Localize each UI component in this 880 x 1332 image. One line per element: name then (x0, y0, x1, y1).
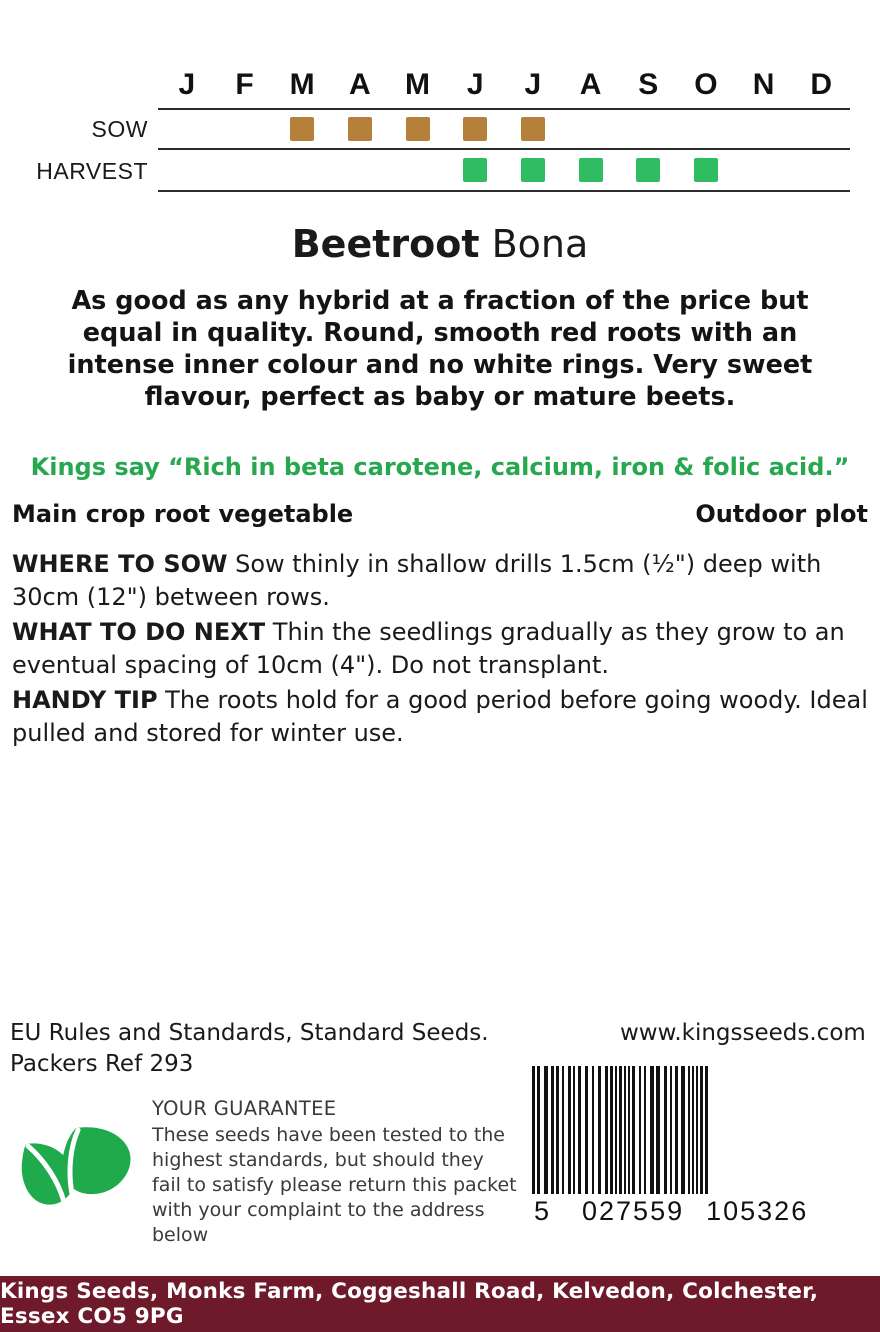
sow-marker (406, 117, 430, 141)
guarantee-body: These seeds have been tested to the highest standards, but should they fail to satisfy please return this packet with your complaint to the address below (152, 1124, 517, 1246)
calendar-harvest-month-10 (677, 150, 735, 190)
growing-location-label: Outdoor plot (695, 500, 868, 528)
calendar-row-harvest (30, 150, 850, 192)
eu-standards-line-1: EU Rules and Standards, Standard Seeds. (10, 1020, 489, 1046)
instruction-heading: WHAT TO DO NEXT (12, 618, 266, 646)
harvest-marker (694, 158, 718, 182)
calendar-sow-month-4 (331, 110, 389, 148)
empty-marker (348, 158, 372, 182)
instruction-body: Thin the seedlings gradually as they grow to an eventual spacing of 10cm (4"). Do not transplant. (12, 618, 845, 679)
calendar-sow-month-9 (619, 110, 677, 148)
instruction-what-to-do-next (12, 616, 868, 682)
calendar-sow-month-7 (504, 110, 562, 148)
page-title (0, 222, 880, 266)
empty-marker (579, 117, 603, 141)
calendar-row-label-harvest: HARVEST (36, 157, 148, 184)
calendar-sow-month-11 (735, 110, 793, 148)
empty-marker (290, 158, 314, 182)
empty-marker (175, 158, 199, 182)
calendar-month-6: J (466, 68, 484, 101)
sow-marker (463, 117, 487, 141)
harvest-marker (579, 158, 603, 182)
instruction-heading: HANDY TIP (12, 686, 158, 714)
calendar-month-2: F (235, 68, 254, 101)
sow-marker (521, 117, 545, 141)
instruction-handy-tip (12, 684, 868, 750)
empty-marker (752, 158, 776, 182)
website-link[interactable]: www.kingsseeds.com (620, 1020, 866, 1046)
calendar-harvest-month-11 (735, 150, 793, 190)
sowing-calendar (30, 62, 850, 192)
calendar-harvest-cells (158, 150, 850, 192)
calendar-harvest-month-3 (273, 150, 331, 190)
calendar-sow-month-3 (273, 110, 331, 148)
empty-marker (694, 117, 718, 141)
growing-instructions (12, 548, 868, 752)
empty-marker (233, 158, 257, 182)
calendar-harvest-month-1 (158, 150, 216, 190)
harvest-marker (636, 158, 660, 182)
calendar-month-9: S (638, 68, 659, 101)
calendar-row-label-sow: SOW (91, 115, 148, 142)
instruction-body: Sow thinly in shallow drills 1.5cm (½") deep with 30cm (12") between rows. (12, 550, 822, 611)
calendar-harvest-month-12 (792, 150, 850, 190)
calendar-harvest-month-8 (562, 150, 620, 190)
guarantee-title: YOUR GUARANTEE (152, 1097, 337, 1120)
guarantee-block (18, 1096, 518, 1248)
calendar-harvest-month-4 (331, 150, 389, 190)
calendar-month-8: A (579, 68, 602, 101)
variety-name: Bona (479, 222, 589, 266)
sow-marker (348, 117, 372, 141)
calendar-month-1: J (178, 68, 196, 101)
calendar-month-12: D (810, 68, 833, 101)
instruction-body: The roots hold for a good period before going woody. Ideal pulled and stored for winter use. (12, 686, 868, 747)
instruction-where-to-sow (12, 548, 868, 614)
calendar-row-sow (30, 108, 850, 150)
empty-marker (636, 117, 660, 141)
calendar-harvest-month-9 (619, 150, 677, 190)
barcode (532, 1066, 862, 1227)
sow-marker (290, 117, 314, 141)
empty-marker (406, 158, 430, 182)
calendar-harvest-month-2 (216, 150, 274, 190)
calendar-month-4: A (349, 68, 371, 101)
empty-marker (752, 117, 776, 141)
description-text: As good as any hybrid at a fraction of the price but equal in quality. Round, smooth red roots with an intense inner colour and no white rings. Very sweet flavour, perfect as baby or mature beets. (67, 286, 813, 412)
instruction-heading: WHERE TO SOW (12, 550, 228, 578)
calendar-month-3: M (289, 68, 315, 101)
leaf-icon (18, 1110, 138, 1220)
calendar-month-5: M (405, 68, 431, 101)
calendar-harvest-month-7 (504, 150, 562, 190)
calendar-sow-month-1 (158, 110, 216, 148)
eu-standards-text (10, 1018, 489, 1080)
calendar-harvest-month-6 (446, 150, 504, 190)
harvest-marker (521, 158, 545, 182)
calendar-month-10: O (694, 68, 718, 101)
harvest-marker (463, 158, 487, 182)
calendar-header-spacer (30, 62, 158, 108)
calendar-harvest-month-5 (389, 150, 447, 190)
company-address-bar: Kings Seeds, Monks Farm, Coggeshall Road, Kelvedon, Colchester, Essex CO5 9PG (0, 1276, 880, 1332)
barcode-digits (532, 1196, 862, 1227)
calendar-month-11: N (752, 68, 775, 101)
barcode-group-2: 105326 (706, 1196, 809, 1226)
barcode-bars (532, 1066, 862, 1194)
calendar-month-cells (158, 62, 850, 108)
barcode-group-1: 027559 (582, 1196, 685, 1226)
calendar-sow-month-8 (562, 110, 620, 148)
kings-say-quote: Kings say “Rich in beta carotene, calcium, iron & folic acid.” (30, 453, 850, 481)
calendar-sow-month-10 (677, 110, 735, 148)
barcode-lead-digit: 5 (534, 1196, 552, 1226)
calendar-month-7: J (524, 68, 542, 101)
empty-marker (809, 158, 833, 182)
calendar-sow-month-2 (216, 110, 274, 148)
calendar-sow-month-12 (792, 110, 850, 148)
calendar-month-header (30, 62, 850, 108)
empty-marker (809, 117, 833, 141)
crop-type-label: Main crop root vegetable (12, 500, 354, 528)
empty-marker (175, 117, 199, 141)
barcode-bar (705, 1066, 708, 1194)
guarantee-text-block (152, 1096, 518, 1248)
calendar-sow-month-5 (389, 110, 447, 148)
empty-marker (233, 117, 257, 141)
calendar-sow-cells (158, 108, 850, 150)
crop-name: Beetroot (291, 222, 480, 266)
calendar-sow-month-6 (446, 110, 504, 148)
packers-ref-line: Packers Ref 293 (10, 1051, 194, 1077)
crop-meta-row (12, 500, 868, 528)
